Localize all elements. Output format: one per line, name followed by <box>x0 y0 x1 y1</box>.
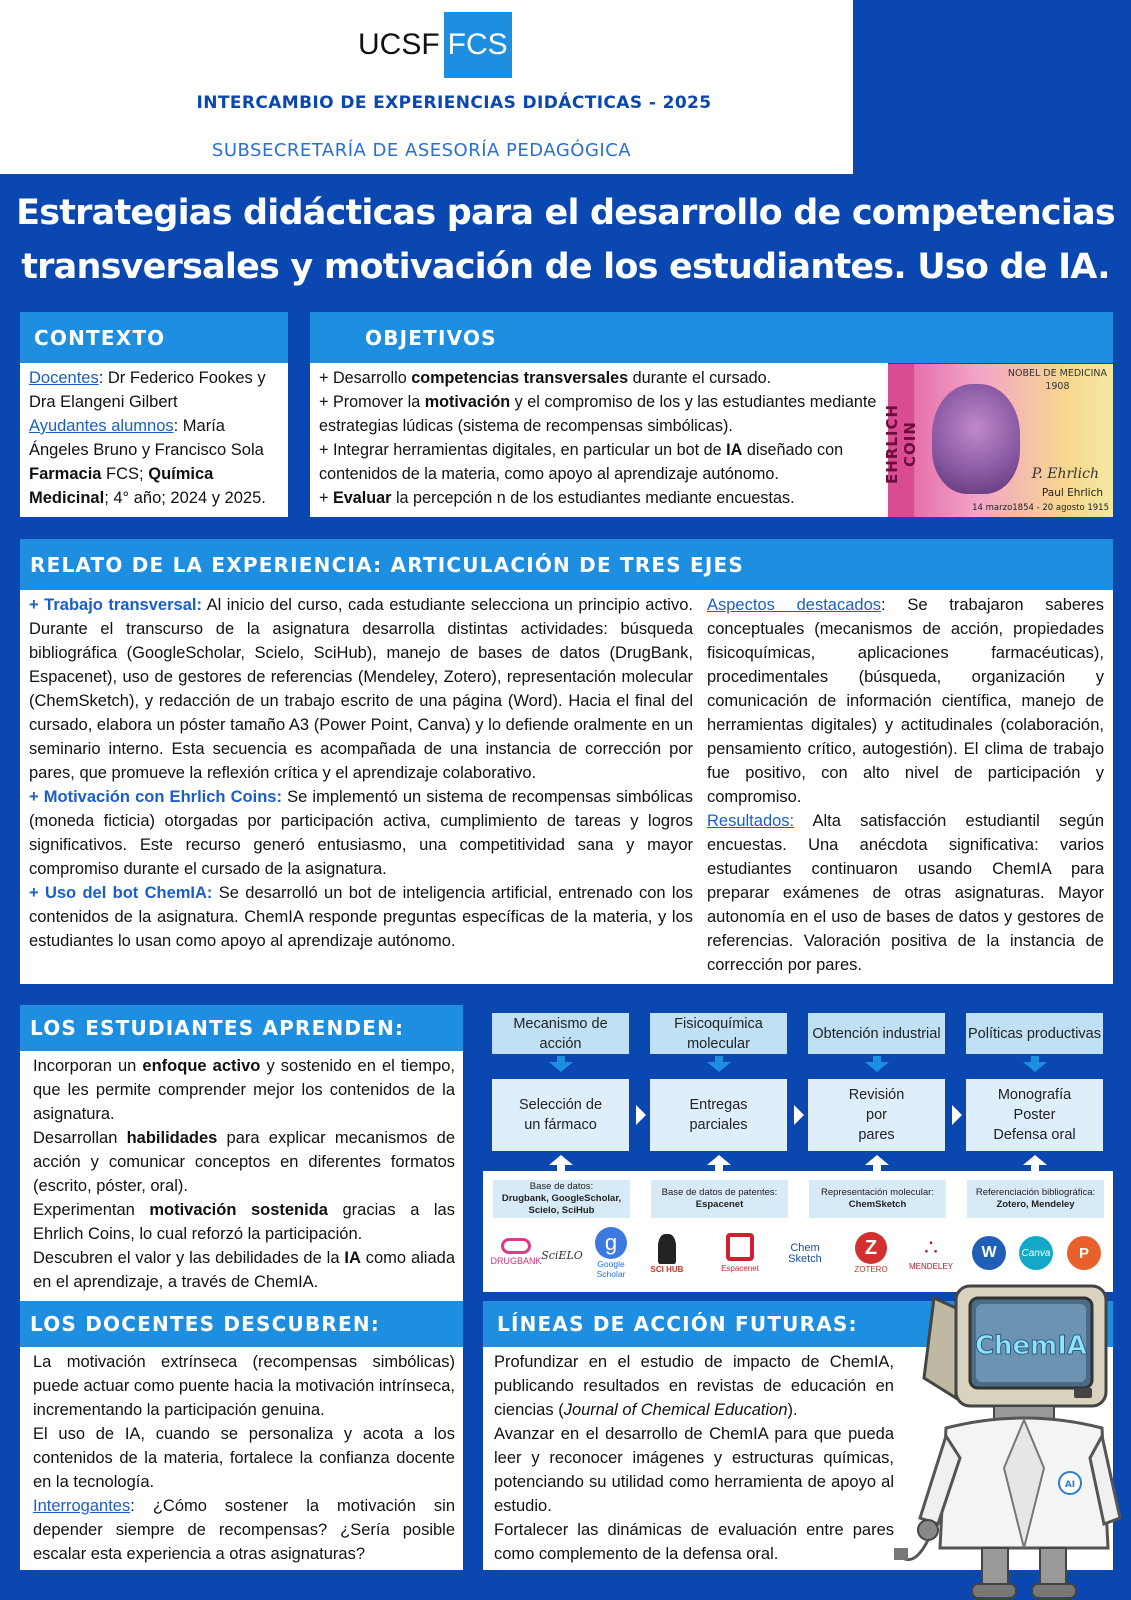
aprenden-heading: LOS ESTUDIANTES APRENDEN: <box>20 1005 463 1051</box>
arrow-down-icon <box>865 1062 889 1072</box>
relato-right-column <box>707 593 1104 977</box>
ehrlich-coin-banknote <box>883 364 1113 517</box>
ayudantes-text: : María Ángeles Bruno y Francisco Sola <box>29 417 264 459</box>
objetivo-2: + Promover la motivación y el compromiso de los y las estudiantes mediante estrategias lúdicas (sistema de recompensas simbólicas). <box>319 393 877 435</box>
coin-name: Paul Ehrlich <box>1041 487 1103 499</box>
zotero-icon: Z ZOTERO <box>846 1228 896 1278</box>
coin-nobel: NOBEL DE MEDICINA 1908 <box>1007 368 1107 392</box>
quimica-text: Química Medicinal <box>29 465 214 507</box>
futuras-text <box>494 1350 894 1566</box>
docentes-label: Docentes <box>29 369 99 387</box>
objetivos-text <box>319 366 882 510</box>
arrow-down-icon <box>549 1062 573 1072</box>
logo-ucsf-text: UCSF <box>358 28 440 61</box>
resultados-label: Resultados: <box>707 812 795 830</box>
interrogantes-label: Interrogantes <box>33 1497 131 1515</box>
aspectos-label: Aspectos destacados <box>707 596 881 614</box>
aprenden-box <box>20 1051 463 1301</box>
ehrlich-portrait-icon <box>932 384 1020 494</box>
diagram-mid-1: Selección de un fármaco <box>492 1079 629 1151</box>
robot-screen-text: ChemIA <box>974 1331 1088 1361</box>
arrow-right-icon <box>952 1105 962 1125</box>
arrow-up-icon <box>1023 1155 1047 1165</box>
interrogantes-text: : ¿Cómo sostener la motivación sin depender siempre de recompensas? ¿Sería posible escalar esta experiencia a otras asignaturas? <box>33 1497 455 1563</box>
aspectos-text: : Se trabajaron saberes conceptuales (mecanismos de acción, propiedades fisicoquímicas, aplicaciones farmacéuticas), procedimentales (búsqueda, organización y comunicación de información científica, manejo de herramientas digitales) y actitudinales (colaboración, pensamiento crítico, autogestión). El clima de trabajo fue positivo, con alto nivel de participación y compromiso. <box>707 596 1104 806</box>
diagram-bot-3: Representación molecular: ChemSketch <box>809 1180 946 1218</box>
arrow-down-icon <box>707 1062 731 1072</box>
relato-left-column: + Trabajo transversal: Al inicio del curso, cada estudiante selecciona un principio activo. Durante el transcurso de la asignatura desarrolla distintas actividades: búsqueda bibliográfica (GoogleScholar, Scielo, SciHub), manejo de bases de datos (DrugBank, Espacenet), uso de gestores de referencias (Mendeley, Zotero), representación molecular (ChemSketch), y redacción de un trabajo escrito de una página (Word). Hacia el final del cursado, elabora un póster tamaño A3 (Power Point, Canva) y lo defiende oralmente en un seminario interno. Esta secuencia es acompañada de una instancia de corrección por pares, que promueve la reflexión crítica y el aprendizaje colaborativo. + Motivación con Ehrlich Coins: Se implementó un sistema de recompensas simbólicas (moneda ficticia) otorgadas por participación activa, cumplimiento de tareas y logros significativos. Este recurso generó entusiasmo, una competitividad sana y mayor compromiso durante el cursado de la asignatura. + Uso del bot ChemIA: Se desarrolló un bot de inteligencia artificial, entrenado con los contenidos de la asignatura. ChemIA responde preguntas específicas de la materia, y los estudiantes lo usan como apoyo al aprendizaje autónomo. <box>29 596 693 950</box>
motivacion-coins-text: Se implementó un sistema de recompensas simbólicas (moneda ficticia) otorgadas por participación activa, cumplimiento de tareas y logros significativos. Este recurso generó entusiasmo, una competitividad sana y mayor compromiso durante el cursado de la asignatura. <box>29 788 693 878</box>
logo-fcs-text: FCS <box>444 12 512 78</box>
descubren-box <box>20 1347 463 1570</box>
objetivos-box <box>310 363 888 517</box>
aprenden-text <box>33 1054 455 1294</box>
arrow-right-icon <box>794 1105 804 1125</box>
coin-side-text: EHRLICH COIN <box>883 403 919 485</box>
diagram-mid-3: Revisión por pares <box>808 1079 945 1151</box>
scihub-icon: SCI HUB <box>644 1228 690 1280</box>
futura-3: Fortalecer las dinámicas de evaluación entre pares como complemento de la defensa oral. <box>494 1521 894 1563</box>
futura-1: Profundizar en el estudio de impacto de ChemIA, publicando resultados en revistas de educación en ciencias (Journal of Chemical Education). <box>494 1353 894 1419</box>
ayudantes-label: Ayudantes alumnos <box>29 417 174 435</box>
contexto-box <box>20 363 288 517</box>
robot-badge: AI <box>1064 1480 1076 1490</box>
relato-box <box>20 590 1113 984</box>
diagram-top-2: Fisicoquímica molecular <box>650 1013 787 1054</box>
aprende-3: Experimentan motivación sostenida gracias a las Ehrlich Coins, lo cual reforzó la participación. <box>33 1201 455 1243</box>
contexto-heading: CONTEXTO <box>20 312 288 363</box>
diagram-bot-1: Base de datos: Drugbank, GoogleScholar, Scielo, SciHub <box>493 1180 630 1218</box>
objetivo-3: + Integrar herramientas digitales, en particular un bot de IA diseñado con contenidos de la materia, como apoyo al aprendizaje autónomo. <box>319 441 844 483</box>
trabajo-transversal-title: Trabajo transversal: <box>44 596 202 614</box>
descubre-1: La motivación extrínseca (recompensas simbólicas) puede actuar como puente hacia la motivación intrínseca, incrementando la participación genuina. <box>33 1353 455 1419</box>
contexto-text <box>29 366 283 510</box>
objetivo-1: + Desarrollo competencias transversales durante el cursado. <box>319 369 772 387</box>
descubren-text <box>33 1350 455 1566</box>
futuras-heading: LÍNEAS DE ACCIÓN FUTURAS: <box>483 1301 1113 1347</box>
arrow-up-icon <box>707 1155 731 1165</box>
google-scholar-icon: g Google Scholar <box>586 1228 636 1278</box>
fcs-text: FCS; <box>101 465 149 483</box>
powerpoint-icon: P <box>1067 1236 1101 1270</box>
drugbank-icon: DRUGBANK <box>490 1232 542 1272</box>
farmacia-text: Farmacia <box>29 465 102 483</box>
resultados-text: Alta satisfacción estudiantil según encuestas. Una anécdota significativa: varios estudiantes continuaron usando ChemIA para preparar exámenes de otras asignaturas. Mayor autonomía en el uso de bases de datos y gestores de referencias. Valoración positiva de la instancia de corrección por pares. <box>707 812 1104 974</box>
chemia-robot-icon <box>894 1268 1126 1600</box>
title-line-1: Estrategias didácticas para el desarrollo de competencias <box>16 193 1115 233</box>
diagram-mid-2: Entregas parciales <box>650 1079 787 1151</box>
diagram-bot-2: Base de datos de patentes: Espacenet <box>651 1180 788 1218</box>
poster-title <box>0 186 1131 294</box>
motivacion-coins-title: Motivación con Ehrlich Coins: <box>43 788 282 806</box>
coin-dates: 14 marzo1854 - 20 agosto 1915 <box>972 503 1109 513</box>
diagram-bot-4: Referenciación bibliográfica: Zotero, Mendeley <box>967 1180 1104 1218</box>
coin-signature: P. Ehrlich <box>1031 466 1099 482</box>
word-icon: W <box>972 1236 1006 1270</box>
canva-icon: Canva <box>1019 1236 1053 1270</box>
espacenet-icon: Espacenet <box>716 1230 764 1276</box>
diagram-top-4: Políticas productivas <box>966 1013 1103 1054</box>
scielo-icon: SciELO <box>541 1248 583 1262</box>
arrow-up-icon <box>865 1155 889 1165</box>
objetivos-heading: OBJETIVOS <box>310 312 1113 363</box>
futura-2: Avanzar en el desarrollo de ChemIA para que pueda leer y reconocer imágenes y estructuras químicas, potenciando su utilidad como herramienta de apoyo al estudio. <box>494 1425 894 1515</box>
mendeley-icon: ∴ MENDELEY <box>908 1235 953 1271</box>
aprende-2: Desarrollan habilidades para explicar mecanismos de acción y comunicar conceptos en diferentes formatos (escrito, póster, oral). <box>33 1129 455 1195</box>
coin-side-band <box>883 364 919 517</box>
ucsf-fcs-logo <box>358 12 512 78</box>
arrow-up-icon <box>549 1155 573 1165</box>
bot-chemia-title: Uso del bot ChemIA: <box>44 884 213 902</box>
diagram-mid-4: Monografía Poster Defensa oral <box>966 1079 1103 1151</box>
trabajo-transversal-text: Al inicio del curso, cada estudiante selecciona un principio activo. Durante el transcurso de la asignatura desarrolla distintas actividades: búsqueda bibliográfica (GoogleScholar, Scielo, SciHub), manejo de bases de datos (DrugBank, Espacenet), uso de gestores de referencias (Mendeley, Zotero), representación molecular (ChemSketch), y redacción de un trabajo escrito de una página (Word). Hacia el final del cursado, elabora un póster tamaño A3 (Power Point, Canva) y lo defiende oralmente en un seminario interno. Esta secuencia es acompañada de una instancia de corrección por pares, que promueve la reflexión crítica y el aprendizaje colaborativo. <box>29 596 693 782</box>
descubre-2: El uso de IA, cuando se personaliza y acota a los contenidos de la materia, fortalece la confianza docente en la tecnología. <box>33 1425 455 1491</box>
title-line-2: transversales y motivación de los estudiantes. Uso de IA. <box>21 247 1110 287</box>
aprende-1: Incorporan un enfoque activo y sostenido en el tiempo, que les permite comprender mejor los contenidos de la asignatura. <box>33 1057 456 1123</box>
diagram-top-1: Mecanismo de acción <box>492 1013 629 1054</box>
objetivo-4: + Evaluar la percepción n de los estudiantes mediante encuestas. <box>319 489 795 507</box>
relato-heading: RELATO DE LA EXPERIENCIA: ARTICULACIÓN DE TRES EJES <box>20 539 1113 590</box>
event-title: INTERCAMBIO DE EXPERIENCIAS DIDÁCTICAS - 2025 <box>196 93 712 113</box>
subsecretaria-title: SUBSECRETARÍA DE ASESORÍA PEDAGÓGICA <box>211 140 632 161</box>
arrow-down-icon <box>1023 1062 1047 1072</box>
interrogantes <box>33 1494 455 1566</box>
diagram-top-3: Obtención industrial <box>808 1013 945 1054</box>
header-panel <box>0 0 853 174</box>
chemsketch-icon: Chem Sketch <box>788 1242 822 1265</box>
aprende-4: Descubren el valor y las debilidades de la IA como aliada en el aprendizaje, a través de ChemIA. <box>33 1249 455 1291</box>
docentes-text: : Dr Federico Fookes y Dra Elangeni Gilbert <box>29 369 266 411</box>
descubren-heading: LOS DOCENTES DESCUBREN: <box>20 1301 463 1347</box>
bot-chemia-text: Se desarrolló un bot de inteligencia artificial, entrenado con los contenidos de la asignatura. ChemIA responde preguntas específicas de la materia, y los estudiantes lo usan como apoyo al aprendizaje autónomo. <box>29 884 693 950</box>
arrow-right-icon <box>636 1105 646 1125</box>
contexto-rest: ; 4° año; 2024 y 2025. <box>104 489 266 507</box>
